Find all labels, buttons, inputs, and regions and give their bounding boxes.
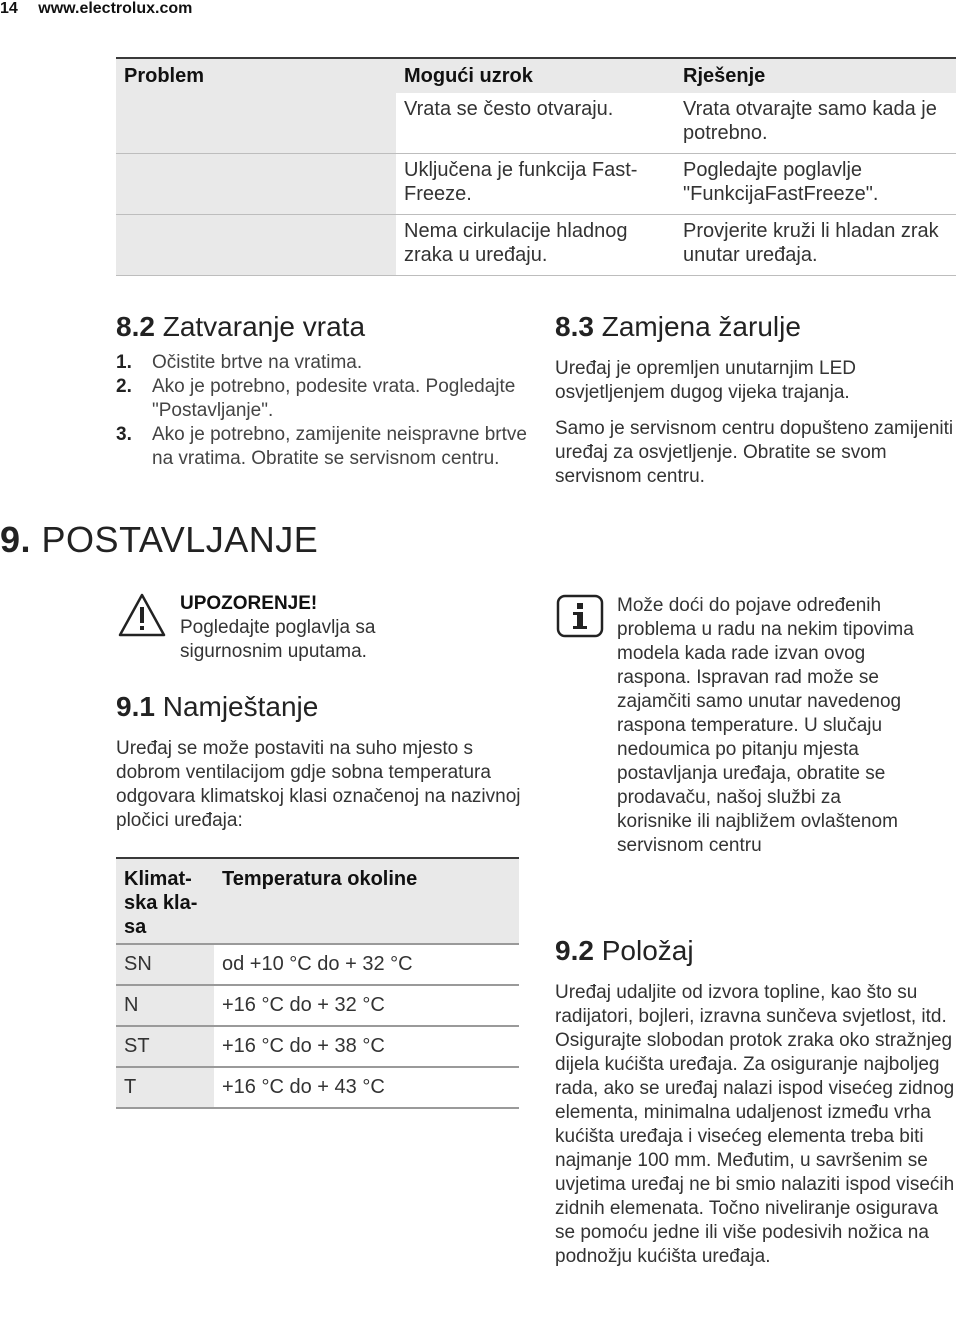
- page-header: [0, 0, 192, 18]
- temperature-range-cell: od +10 °C do + 32 °C: [214, 944, 519, 985]
- temperature-range-cell: +16 °C do + 43 °C: [214, 1067, 519, 1108]
- section-bulb-replacement: [555, 311, 955, 489]
- section-heading: [116, 691, 521, 723]
- climate-class-cell: ST: [116, 1026, 214, 1067]
- table-row: [116, 215, 956, 276]
- table-header-row: [116, 58, 956, 93]
- list-item: 2. Ako je potrebno, podesite vrata. Pogledajte "Postavljanje".: [116, 376, 516, 421]
- paragraph: Uređaj je opremljen unutarnjim LED osvjetljenjem dugog vijeka trajanja.: [555, 358, 856, 403]
- column-header-problem: Problem: [116, 58, 396, 93]
- section-number: 9.2: [555, 935, 594, 966]
- section-position: [555, 935, 955, 1269]
- troubleshooting-table: [116, 57, 956, 276]
- list-item: 1. Očistite brtve na vratima.: [116, 352, 363, 373]
- warning-box: [180, 592, 470, 664]
- paragraph: Uređaj se može postaviti na suho mjesto s dobrom ventilacijom gdje sobna temperatura odgovara klimatskoj klasi označenoj na nazivnoj pločici uređaja:: [116, 738, 521, 831]
- cause-cell: Vrata se često otvaraju.: [396, 93, 675, 154]
- section-number: 8.3: [555, 311, 594, 342]
- warning-text: Pogledajte poglavlja sa sigurnosnim uputama.: [180, 617, 376, 662]
- section-title: Položaj: [601, 935, 694, 966]
- problem-cell: [116, 215, 396, 276]
- warning-triangle-icon: [117, 592, 167, 638]
- temperature-range-cell: +16 °C do + 38 °C: [214, 1026, 519, 1067]
- section-heading: [555, 935, 955, 967]
- section-title: Zatvaranje vrata: [162, 311, 366, 342]
- paragraph: Uređaj udaljite od izvora topline, kao što su radijatori, bojleri, izravna sunčeva svjetlost, itd. Osigurajte slobodan protok zraka oko stražnjeg dijela kućišta uređaja. Za osiguranje najboljeg rada, ako se uređaj nalazi ispod visećeg zidnog elementa, minimalna udaljenost između vrha kućišta uređaja i visećeg elementa treba biti najmanje 100 mm. Međutim, u savršenim se uvjetima uređaj ne bi smio nalaziti ispod visećih zidnih elemenata. Točno niveliranje osigurava se pomoću jedne ili više podesivih nožica na podnožju kućišta uređaja.: [555, 982, 955, 1267]
- section-title: Zamjena žarulje: [601, 311, 801, 342]
- section-number: 8.2: [116, 311, 155, 342]
- info-text: Može doći do pojave određenih problema u radu na nekim tipovima modela kada rade izvan ovog raspona. Ispravan rad može se zajamčiti samo unutar navedenog raspona temperature. U slučaju nedoumica po pitanju mjesta postavljanja uređaja, obratite se prodavaču, našoj službi za korisnike ili najbližem ovlaštenom servisnom centru: [617, 595, 914, 856]
- solution-cell: Provjerite kruži li hladan zrak unutar uređaja.: [675, 215, 956, 276]
- solution-cell: Vrata otvarajte samo kada je potrebno.: [675, 93, 956, 154]
- info-icon: [556, 594, 604, 638]
- steps-list: [116, 351, 536, 471]
- column-header-ambient-temperature: Temperatura okoline: [214, 858, 519, 944]
- page-number: 14: [0, 0, 18, 17]
- table-row: [116, 154, 956, 215]
- paragraph: Samo je servisnom centru dopušteno zamijeniti uređaj za osvjetljenje. Obratite se svom servisnom centru.: [555, 418, 954, 487]
- climate-class-cell: T: [116, 1067, 214, 1108]
- cause-cell: Nema cirkulacije hladnog zraka u uređaju.: [396, 215, 675, 276]
- solution-cell: Pogledajte poglavlje "FunkcijaFastFreeze".: [675, 154, 956, 215]
- cause-cell: Uključena je funkcija Fast-Freeze.: [396, 154, 675, 215]
- table-header-row: [116, 858, 519, 944]
- temperature-range-cell: +16 °C do + 32 °C: [214, 985, 519, 1026]
- warning-title: UPOZORENJE!: [180, 593, 318, 614]
- climate-class-table: [116, 857, 519, 1109]
- column-header-climate-class: Klimat-ska kla-sa: [116, 858, 214, 944]
- column-header-cause: Mogući uzrok: [396, 58, 675, 93]
- climate-class-cell: SN: [116, 944, 214, 985]
- problem-cell: [116, 93, 396, 154]
- chapter-title: POSTAVLJANJE: [41, 519, 319, 560]
- climate-class-cell: N: [116, 985, 214, 1026]
- chapter-heading: [0, 519, 318, 561]
- section-door-closing: [116, 311, 536, 471]
- table-row: [116, 944, 519, 985]
- section-title: Namještanje: [162, 691, 319, 722]
- section-heading: [555, 311, 955, 343]
- table-row: [116, 93, 956, 154]
- site-url: www.electrolux.com: [38, 0, 193, 17]
- section-installation: [116, 691, 521, 833]
- column-header-solution: Rješenje: [675, 58, 956, 93]
- table-row: [116, 1026, 519, 1067]
- table-row: [116, 1067, 519, 1108]
- table-row: [116, 985, 519, 1026]
- list-item: 3. Ako je potrebno, zamijenite neispravne brtve na vratima. Obratite se servisnom centru.: [116, 424, 527, 469]
- section-number: 9.1: [116, 691, 155, 722]
- section-heading: [116, 311, 536, 343]
- chapter-number: 9.: [0, 519, 32, 560]
- problem-cell: [116, 154, 396, 215]
